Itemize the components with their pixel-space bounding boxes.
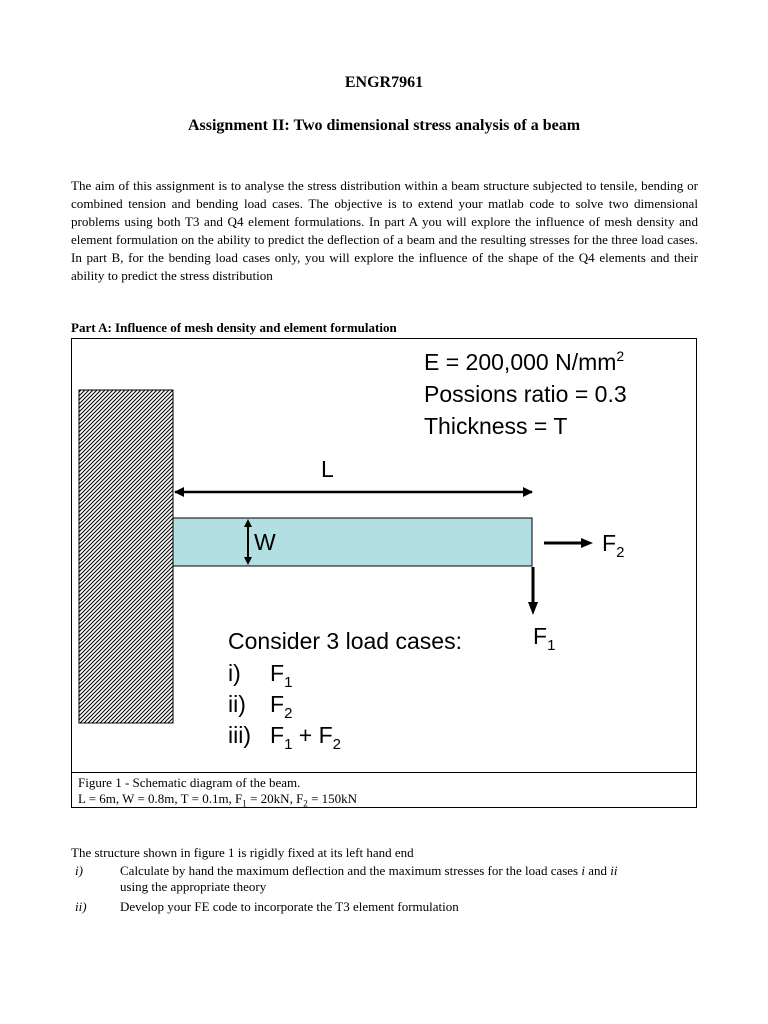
caption-values: L = 6m, W = 0.8m, T = 0.1m, $F_1 = 20kN$, $F_2 = 150kN$ xyxy=(78,791,358,809)
width-label: W xyxy=(254,529,276,555)
load-cases-title: Consider 3 load cases: xyxy=(228,628,462,654)
length-label: L xyxy=(321,456,334,482)
task-number: i) xyxy=(75,863,83,878)
structure-description: The structure shown in figure 1 is rigidly fixed at its left hand end xyxy=(71,845,414,860)
task-text: Develop your FE code to incorporate the T3 element formulation xyxy=(120,899,459,914)
load-case-2: ii) $F_2$ xyxy=(228,691,293,722)
f2-label: $F_2$ xyxy=(602,530,625,561)
course-code: ENGR7961 xyxy=(344,74,424,91)
length-arrow-right xyxy=(523,487,533,497)
assignment-title: Assignment II: Two dimensional stress analysis of a beam xyxy=(187,117,581,134)
f2-arrow-head xyxy=(581,538,593,548)
part-a-heading: Part A: Influence of mesh density and element formulation xyxy=(71,320,397,335)
task-text: Calculate by hand the maximum deflection and the maximum stresses for the load cases i and ii using the appropriate theory xyxy=(120,863,618,894)
thickness-label: Thickness = T xyxy=(424,413,568,439)
load-case-3: iii) $F_1 + F_2$ xyxy=(228,722,342,753)
f1-label: $F_1$ xyxy=(533,623,556,654)
f1-arrow-head xyxy=(528,602,538,615)
caption-title: Figure 1 - Schematic diagram of the beam. xyxy=(78,775,301,790)
youngs-modulus-label: E = 200,000 $N/mm^2$ xyxy=(424,348,625,375)
load-case-1: i) $F_1$ xyxy=(228,660,293,691)
length-arrow-left xyxy=(174,487,184,497)
beam xyxy=(173,518,532,566)
beam-schematic xyxy=(72,339,696,772)
task-number: ii) xyxy=(75,899,87,914)
intro-paragraph: The aim of this assignment is to analyse the stress distribution within a beam structure subjected to tensile, bending or combined tension and bending load cases. The objective is to extend your matlab code to solve two dimensional problems using both T3 and Q4 element formulations. In part A you will explore the influence of mesh density and element formulation on the ability to predict the deflection of a beam and the resulting stresses for the three load cases. In part B, for the bending load cases only, you will explore the influence of the shape of the Q4 elements and their ability to predict the stress distribution xyxy=(71,178,698,283)
figure-caption xyxy=(72,772,696,808)
poisson-ratio-label: Possions ratio = 0.3 xyxy=(424,381,627,407)
figure-1 xyxy=(71,338,697,808)
fixed-wall-support xyxy=(79,390,173,723)
